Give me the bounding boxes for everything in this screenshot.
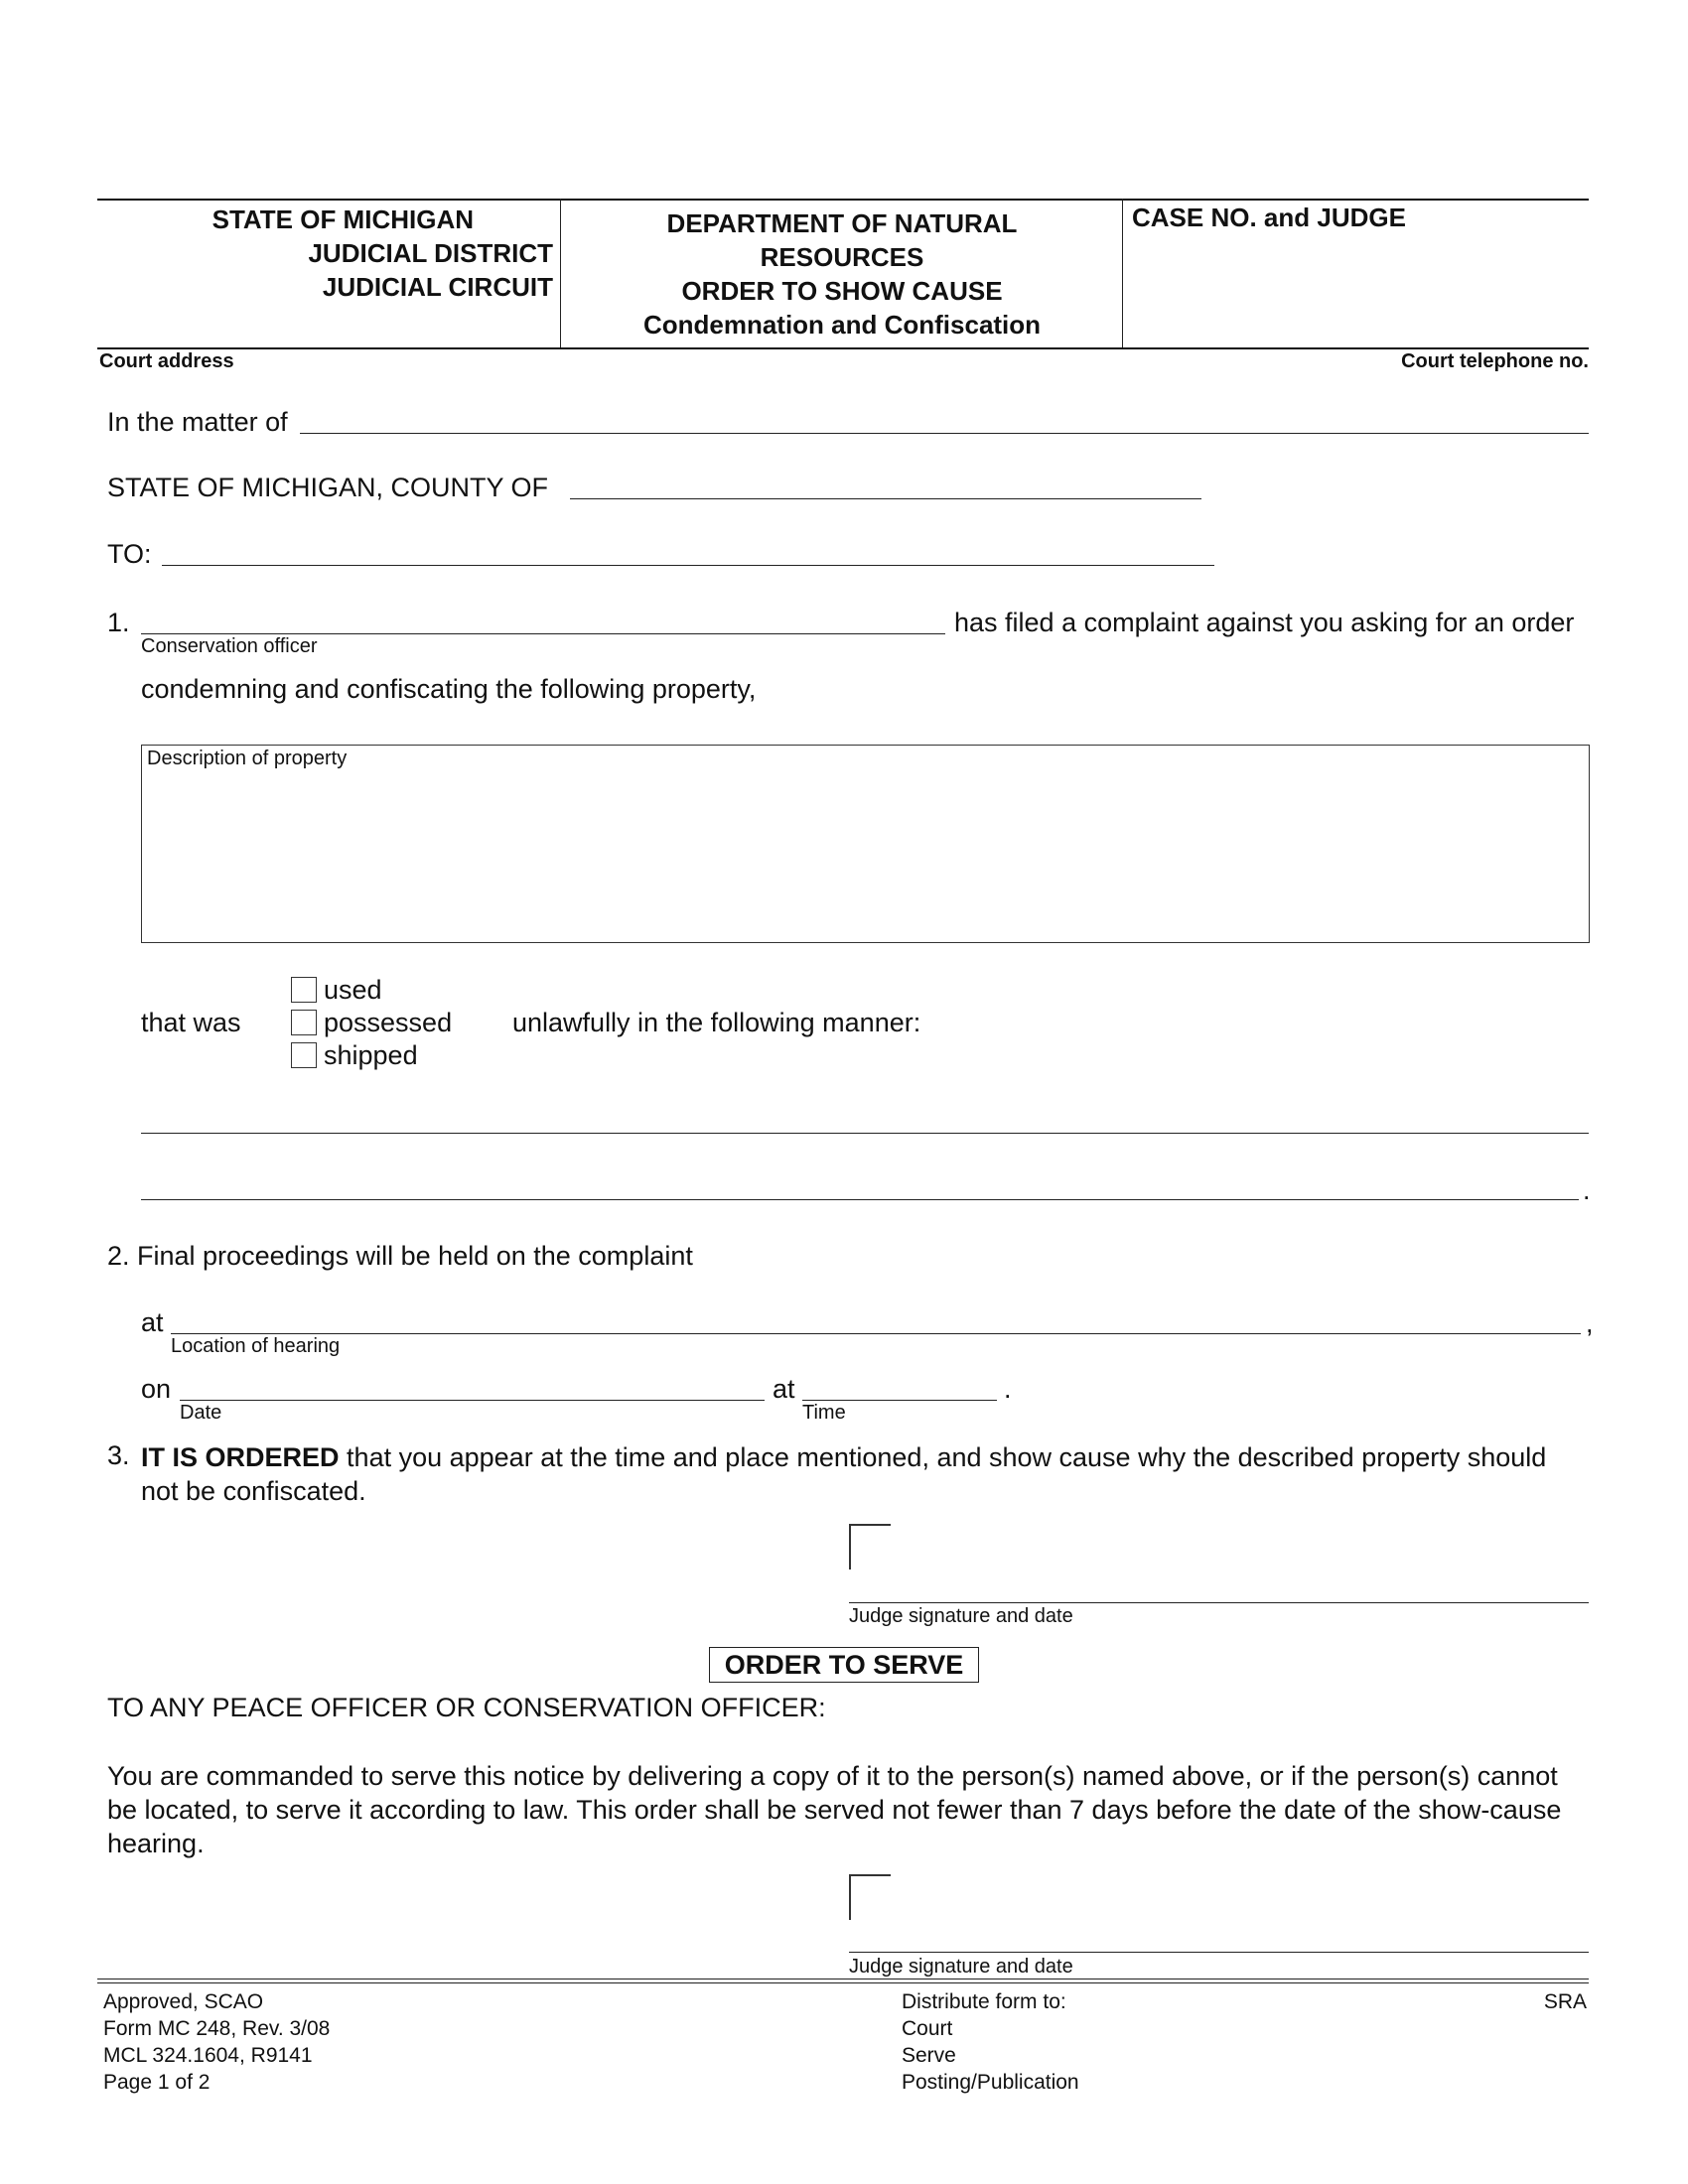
possessed-checkbox[interactable] [291, 1010, 317, 1035]
at-time-label: at [773, 1374, 795, 1404]
location-comma: , [1586, 1308, 1594, 1338]
form-title [562, 206, 1122, 341]
county-field[interactable] [570, 498, 1201, 499]
signature1-corner [849, 1524, 891, 1570]
time-field[interactable] [802, 1400, 997, 1401]
header-divider-left [560, 199, 561, 347]
date-caption: Date [180, 1402, 222, 1424]
footer-distribution [902, 1988, 1079, 2096]
order-paragraph [107, 1759, 1597, 1860]
date-field[interactable] [180, 1400, 765, 1401]
manner-line-1[interactable] [141, 1133, 1589, 1134]
signature2-caption: Judge signature and date [849, 1956, 1073, 1978]
manner-line-2[interactable] [141, 1199, 1579, 1200]
conservation-officer-caption: Conservation officer [141, 635, 318, 657]
used-checkbox[interactable] [291, 977, 317, 1003]
that-was-label: that was [141, 1008, 241, 1037]
time-period: . [1004, 1374, 1012, 1404]
signature2-corner [849, 1874, 891, 1920]
footer-dist-court: Court [902, 2017, 953, 2040]
location-caption: Location of hearing [171, 1335, 341, 1357]
footer-form-no: Form MC 248, Rev. 3/08 [103, 2017, 331, 2040]
time-caption: Time [802, 1402, 846, 1424]
at-label: at [141, 1307, 164, 1337]
manner-period: . [1583, 1175, 1591, 1205]
header-divider-right [1122, 199, 1123, 347]
footer-dist-posting: Posting/Publication [902, 2071, 1079, 2094]
form-title-line4: Condemnation and Confiscation [642, 310, 1042, 340]
used-label: used [324, 975, 382, 1005]
case-no-judge-label: CASE NO. and JUDGE [1132, 203, 1406, 232]
footer-left [103, 1988, 330, 2096]
form-title-line2: RESOURCES [760, 242, 924, 272]
description-of-property-box[interactable] [141, 745, 1590, 943]
court-telephone-label: Court telephone no. [1401, 350, 1589, 372]
item3-line2: not be confiscated. [141, 1476, 366, 1506]
footer-mcl: MCL 324.1604, R9141 [103, 2044, 313, 2067]
shipped-label: shipped [324, 1040, 418, 1070]
in-the-matter-of-label: In the matter of [107, 407, 288, 437]
location-of-hearing-field[interactable] [171, 1333, 1581, 1334]
form-title-line3: ORDER TO SHOW CAUSE [681, 276, 1003, 306]
order-to-serve-title: ORDER TO SERVE [709, 1647, 979, 1683]
county-of-label: STATE OF MICHIGAN, COUNTY OF [107, 473, 549, 502]
footer-double-rule [97, 1979, 1589, 1983]
item3-line1: that you appear at the time and place mentioned, and show cause why the described property should [347, 1442, 1547, 1472]
item3-number: 3. [107, 1440, 130, 1470]
footer-distribute-label: Distribute form to: [902, 1990, 1066, 2013]
footer-approved: Approved, SCAO [103, 1990, 264, 2013]
signature2-line[interactable] [849, 1952, 1589, 1953]
conservation-officer-field[interactable] [141, 633, 945, 634]
on-label: on [141, 1374, 172, 1404]
footer-sra: SRA [1543, 1990, 1587, 2013]
order-paragraph-line3: hearing. [107, 1829, 205, 1858]
item1-number: 1. [107, 608, 130, 637]
footer-dist-serve: Serve [902, 2044, 956, 2067]
court-circuit: JUDICIAL CIRCUIT [322, 272, 553, 302]
description-caption: Description of property [147, 748, 348, 769]
it-is-ordered: IT IS ORDERED [141, 1442, 340, 1472]
header-top-rule [97, 199, 1589, 201]
signature1-caption: Judge signature and date [849, 1605, 1073, 1627]
complaint-text: has filed a complaint against you asking for an order [954, 608, 1575, 637]
to-label: TO: [107, 539, 152, 569]
court-district: JUDICIAL DISTRICT [308, 238, 553, 268]
footer-page: Page 1 of 2 [103, 2071, 211, 2094]
to-field[interactable] [162, 565, 1214, 566]
in-the-matter-of-field[interactable] [300, 433, 1589, 434]
signature1-line[interactable] [849, 1602, 1589, 1603]
court-address-label: Court address [99, 350, 234, 372]
possessed-label: possessed [324, 1008, 453, 1037]
item2-text: 2. Final proceedings will be held on the complaint [107, 1241, 693, 1271]
condemning-text: condemning and confiscating the following property, [141, 674, 757, 704]
item3-text [141, 1440, 1591, 1508]
order-paragraph-line1: You are commanded to serve this notice by delivering a copy of it to the person(s) named above, or if the person(s) cannot [107, 1761, 1558, 1791]
to-officer-text: TO ANY PEACE OFFICER OR CONSERVATION OFFICER: [107, 1693, 826, 1722]
header-bottom-rule [97, 347, 1589, 349]
form-title-line1: DEPARTMENT OF NATURAL [666, 208, 1018, 238]
unlawfully-text: unlawfully in the following manner: [512, 1008, 921, 1037]
court-state: STATE OF MICHIGAN [211, 205, 474, 234]
header-court-names [109, 203, 553, 304]
shipped-checkbox[interactable] [291, 1042, 317, 1068]
order-paragraph-line2: be located, to serve it according to law. This order shall be served not fewer than 7 days before the date of the show-cause [107, 1795, 1562, 1825]
